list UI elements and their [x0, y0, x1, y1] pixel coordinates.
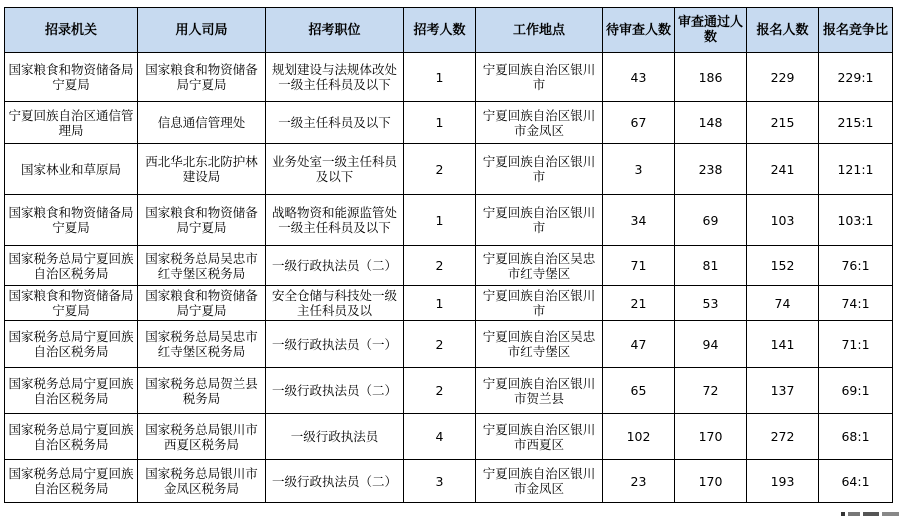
table-row [5, 460, 893, 503]
table-cell: 69 [675, 195, 747, 246]
table-cell: 64:1 [819, 460, 893, 503]
table-cell: 67 [603, 102, 675, 144]
table-cell: 宁夏回族自治区通信管理局 [5, 102, 138, 144]
table-cell: 国家粮食和物资储备局宁夏局 [5, 195, 138, 246]
table-row [5, 195, 893, 246]
table-cell: 国家粮食和物资储备局宁夏局 [5, 53, 138, 102]
table-row [5, 368, 893, 414]
table-cell: 2 [404, 144, 476, 195]
table-cell: 4 [404, 414, 476, 460]
table-cell: 一级行政执法员（一） [266, 321, 404, 368]
table-cell: 战略物资和能源监管处一级主任科员及以下 [266, 195, 404, 246]
table-cell: 1 [404, 286, 476, 321]
table-body [5, 53, 893, 503]
table-cell: 2 [404, 321, 476, 368]
table-cell: 71:1 [819, 321, 893, 368]
table-cell: 一级行政执法员（二） [266, 368, 404, 414]
table-cell: 69:1 [819, 368, 893, 414]
table-cell: 103 [747, 195, 819, 246]
table-cell: 宁夏回族自治区吴忠市红寺堡区 [476, 321, 603, 368]
table-cell: 国家税务总局银川市金凤区税务局 [138, 460, 266, 503]
table-cell: 国家林业和草原局 [5, 144, 138, 195]
table-cell: 21 [603, 286, 675, 321]
table-row [5, 102, 893, 144]
table-cell: 2 [404, 246, 476, 286]
table-cell: 国家粮食和物资储备局宁夏局 [138, 286, 266, 321]
table-cell: 3 [404, 460, 476, 503]
table-row [5, 53, 893, 102]
table-cell: 137 [747, 368, 819, 414]
table-cell: 国家税务总局宁夏回族自治区税务局 [5, 414, 138, 460]
table-cell: 68:1 [819, 414, 893, 460]
table-cell: 47 [603, 321, 675, 368]
table-cell: 121:1 [819, 144, 893, 195]
table-cell: 229:1 [819, 53, 893, 102]
table-cell: 一级行政执法员 [266, 414, 404, 460]
table-cell: 186 [675, 53, 747, 102]
table-cell: 1 [404, 102, 476, 144]
table-cell: 103:1 [819, 195, 893, 246]
header-cell: 工作地点 [476, 8, 603, 53]
table-cell: 西北华北东北防护林建设局 [138, 144, 266, 195]
header-cell: 审查通过人数 [675, 8, 747, 53]
recruitment-table [4, 7, 893, 503]
table-cell: 23 [603, 460, 675, 503]
table-cell: 102 [603, 414, 675, 460]
table-cell: 国家粮食和物资储备局宁夏局 [138, 53, 266, 102]
table-cell: 宁夏回族自治区银川市西夏区 [476, 414, 603, 460]
header-cell: 用人司局 [138, 8, 266, 53]
table-cell: 148 [675, 102, 747, 144]
table-cell: 国家税务总局宁夏回族自治区税务局 [5, 246, 138, 286]
header-cell: 招考人数 [404, 8, 476, 53]
table-cell: 141 [747, 321, 819, 368]
table-cell: 宁夏回族自治区银川市 [476, 53, 603, 102]
table-cell: 国家粮食和物资储备局宁夏局 [5, 286, 138, 321]
table-cell: 1 [404, 53, 476, 102]
table-cell: 国家税务总局宁夏回族自治区税务局 [5, 368, 138, 414]
table-cell: 43 [603, 53, 675, 102]
table-cell: 信息通信管理处 [138, 102, 266, 144]
table-cell: 215:1 [819, 102, 893, 144]
table-cell: 272 [747, 414, 819, 460]
table-cell: 一级行政执法员（二） [266, 246, 404, 286]
header-cell: 招录机关 [5, 8, 138, 53]
table-cell: 152 [747, 246, 819, 286]
table-cell: 229 [747, 53, 819, 102]
table-cell: 238 [675, 144, 747, 195]
table-cell: 宁夏回族自治区银川市贺兰县 [476, 368, 603, 414]
table-cell: 170 [675, 414, 747, 460]
header-row [5, 8, 893, 53]
header-cell: 待审查人数 [603, 8, 675, 53]
table-cell: 241 [747, 144, 819, 195]
corner-watermark [841, 511, 899, 517]
table-cell: 安全仓储与科技处一级主任科员及以 [266, 286, 404, 321]
table-cell: 国家税务总局宁夏回族自治区税务局 [5, 460, 138, 503]
table-cell: 1 [404, 195, 476, 246]
table-cell: 宁夏回族自治区银川市 [476, 195, 603, 246]
table-cell: 71 [603, 246, 675, 286]
table-cell: 74 [747, 286, 819, 321]
table-cell: 170 [675, 460, 747, 503]
table-cell: 215 [747, 102, 819, 144]
table-cell: 宁夏回族自治区银川市 [476, 286, 603, 321]
table-cell: 193 [747, 460, 819, 503]
table-row [5, 246, 893, 286]
table-cell: 宁夏回族自治区银川市金凤区 [476, 102, 603, 144]
header-cell: 报名竞争比 [819, 8, 893, 53]
table-cell: 一级行政执法员（二） [266, 460, 404, 503]
table-cell: 94 [675, 321, 747, 368]
table-cell: 74:1 [819, 286, 893, 321]
table-row [5, 286, 893, 321]
table-cell: 76:1 [819, 246, 893, 286]
header-cell: 报名人数 [747, 8, 819, 53]
table-cell: 国家税务总局银川市西夏区税务局 [138, 414, 266, 460]
table-row [5, 144, 893, 195]
header-cell: 招考职位 [266, 8, 404, 53]
table-cell: 国家税务总局吴忠市红寺堡区税务局 [138, 321, 266, 368]
table-cell: 53 [675, 286, 747, 321]
table-cell: 一级主任科员及以下 [266, 102, 404, 144]
table-row [5, 414, 893, 460]
table-cell: 81 [675, 246, 747, 286]
table-cell: 国家税务总局宁夏回族自治区税务局 [5, 321, 138, 368]
table-row [5, 321, 893, 368]
table-cell: 业务处室一级主任科员及以下 [266, 144, 404, 195]
table-cell: 宁夏回族自治区银川市 [476, 144, 603, 195]
table-cell: 3 [603, 144, 675, 195]
table-cell: 65 [603, 368, 675, 414]
table-cell: 2 [404, 368, 476, 414]
table-cell: 规划建设与法规体改处一级主任科员及以下 [266, 53, 404, 102]
table-cell: 国家粮食和物资储备局宁夏局 [138, 195, 266, 246]
table-cell: 宁夏回族自治区吴忠市红寺堡区 [476, 246, 603, 286]
table-cell: 72 [675, 368, 747, 414]
table-cell: 国家税务总局吴忠市红寺堡区税务局 [138, 246, 266, 286]
table-cell: 宁夏回族自治区银川市金凤区 [476, 460, 603, 503]
table-cell: 34 [603, 195, 675, 246]
table-cell: 国家税务总局贺兰县税务局 [138, 368, 266, 414]
